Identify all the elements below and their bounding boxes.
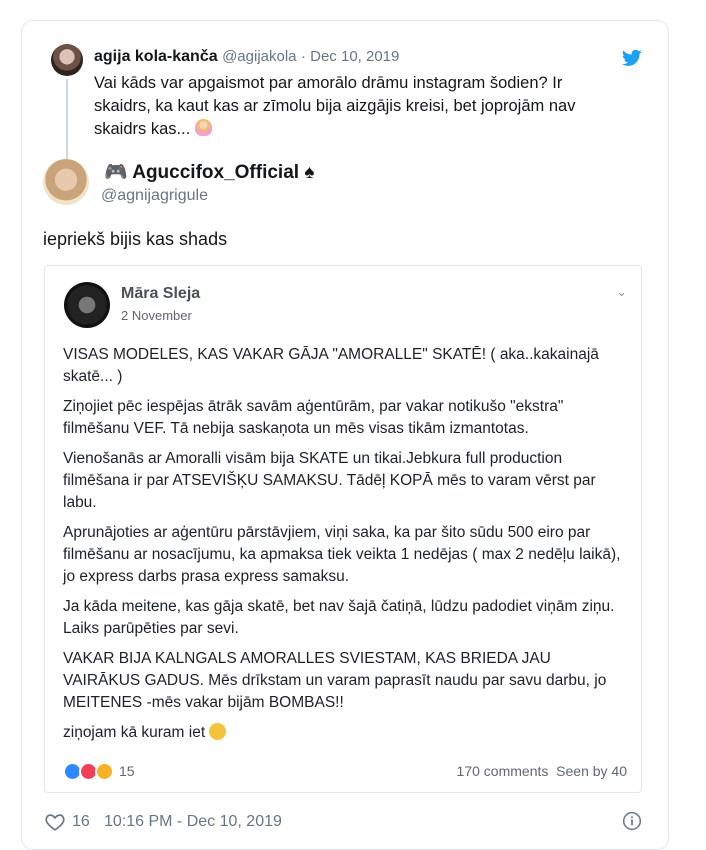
seen-by: Seen by 40: [556, 763, 627, 779]
haha-reaction-icon: [95, 762, 114, 781]
fb-paragraph: Vienošanās ar Amoralli visām bija SKATE un tikai.Jebkura full production filmēšana ir par ATSEVIŠĶU SAMAKSU. Tādēļ KOPĀ mēs to varam vērst par labu.: [63, 450, 596, 511]
quoted-text-block: [94, 72, 604, 141]
quoted-author-name[interactable]: agija kola-kanča: [94, 48, 218, 65]
fb-paragraph: VAKAR BIJA KALNGALS AMORALLES SVIESTAM, KAS BRIEDA JAU VAIRĀKUS GADUS. Mēs drīkstam un varam paprasīt naudu par savu darbu, jo MEITENES -mēs vakar bijām BOMBAS!!: [63, 650, 607, 711]
author-handle[interactable]: @agnijagrigule: [101, 187, 208, 204]
thread-line: [66, 79, 68, 159]
fb-paragraph: Ja kāda meitene, kas gāja skatē, bet nav šajā čatiņā, lūdzu padodiet viņām ziņu. Laiks parūpēties par sevi.: [63, 598, 615, 637]
tweet-text: iepriekš bijis kas shads: [43, 229, 228, 249]
reactions-count: 15: [119, 763, 135, 779]
tweet-timestamp[interactable]: 10:16 PM - Dec 10, 2019: [104, 813, 282, 830]
quoted-date[interactable]: · Dec 10, 2019: [300, 48, 400, 65]
quoted-handle[interactable]: @agijakola: [222, 48, 297, 65]
fb-paragraph-last: [63, 722, 629, 744]
fb-paragraph: VISAS MODELES, KAS VAKAR GĀJA "AMORALLE" SKATĒ! ( aka..kakainajā skatē... ): [63, 346, 599, 385]
quoted-header: [94, 47, 399, 67]
info-icon[interactable]: [622, 811, 642, 831]
twitter-bird-icon[interactable]: [622, 49, 642, 67]
quoted-avatar[interactable]: [51, 44, 83, 76]
tweet-card: [21, 20, 669, 850]
fb-paragraph-text: ziņojam kā kuram iet: [63, 724, 206, 741]
author-avatar[interactable]: [43, 159, 89, 205]
chevron-down-icon: ⌄: [616, 284, 627, 299]
author-name[interactable]: 🎮 Aguccifox_Official ♠: [104, 162, 315, 183]
fb-author-name: Māra Sleja: [121, 285, 201, 302]
fb-post-footer: [63, 760, 627, 784]
comments-count: 170 comments: [456, 763, 549, 779]
like-count[interactable]: 16: [72, 813, 90, 830]
fb-author-avatar: [64, 282, 110, 328]
quoted-text: Vai kāds var apgaismot par amorālo drāmu instagram šodien? Ir skaidrs, ka kaut kas ar zīmolu bija aizgājis kreisi, bet joprojām nav skaidrs kas...: [94, 74, 576, 138]
shrug-emoji-icon: [195, 119, 212, 136]
wink-emoji-icon: [209, 723, 226, 740]
fb-post-date: 2 November: [121, 308, 192, 323]
attached-image[interactable]: [44, 265, 642, 793]
fb-stats: [457, 763, 627, 779]
fb-paragraph: Aprunājoties ar aģentūru pārstāvjiem, viņi saka, ka par šito sūdu 500 eiro par filmēšanu ar nosacījumu, ka apmaksa tiek veikta 1 nedējas ( max 2 nedēļu laikā), jo express darbs prasa express samaksu.: [63, 524, 621, 585]
tweet-footer: [44, 811, 642, 835]
heart-icon[interactable]: [44, 811, 66, 833]
fb-paragraph: Ziņojiet pēc iespējas ātrāk savām aģentūrām, par vakar notikušo "ekstra" filmēšanu VEF. Tā nebija saskaņota un mēs visas tikām izmantotas.: [63, 398, 564, 437]
fb-post-body: [63, 344, 629, 752]
